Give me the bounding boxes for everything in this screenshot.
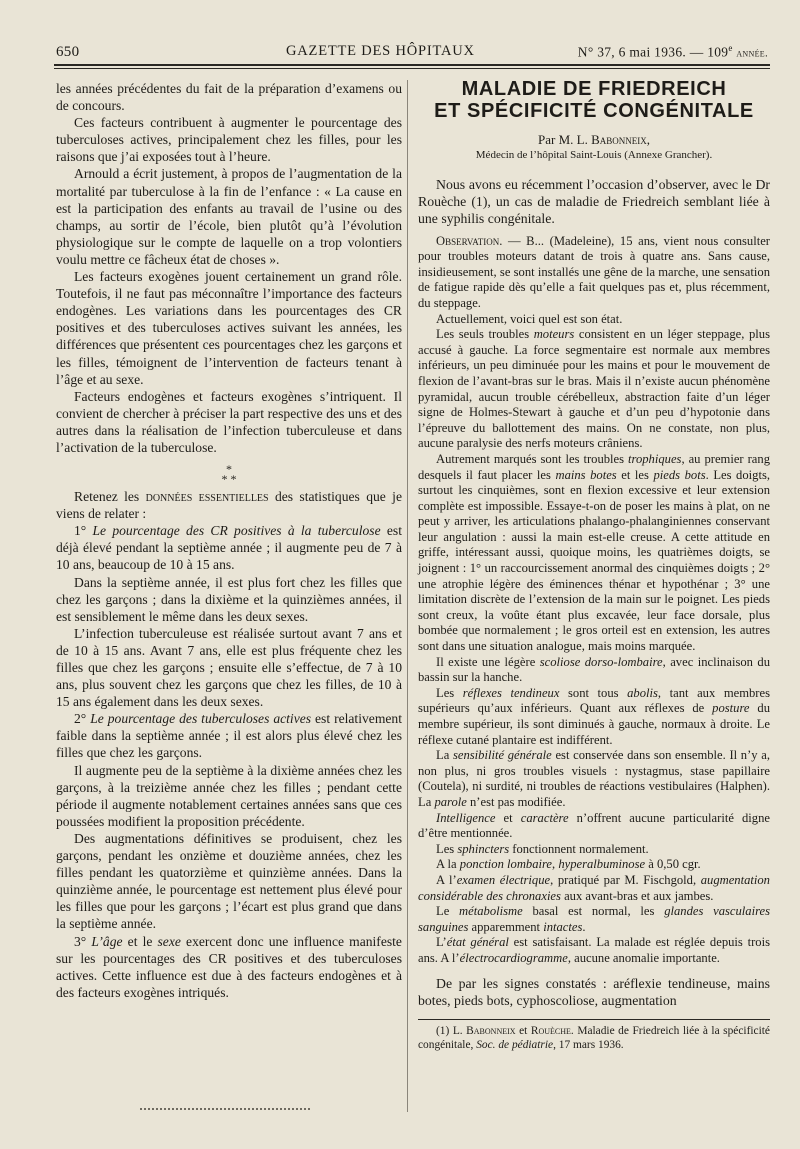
text: du membre supérieur, ils sont diminués à gauche, normaux à droite. Le réflexe cutané plantaire est indifférent. [418, 701, 770, 747]
text: , [552, 857, 559, 872]
text: aux avant-bras et aux jambes. [560, 888, 714, 903]
text-italic: moteurs [533, 327, 575, 342]
paragraph: L’infection tuberculeuse est réalisée surtout avant 7 ans et de 10 à 15 ans. Avant 7 ans, elle est plus fréquente chez les filles que chez les garçons ; ensuite elle s’effectue, de 7 à 10 ans, plus souvent chez les garçons que chez les filles, de 10 à 15 ans également dans les deux sexes. [56, 625, 402, 710]
text-italic: mains botes [555, 467, 617, 482]
author-name: Babonneix [591, 132, 647, 147]
text-italic: scoliose dorso-lombaire [539, 654, 663, 669]
text: , avec inclinaison du bassin sur la hanche. [418, 654, 770, 685]
text: . [582, 919, 586, 934]
text: A l’ [436, 872, 457, 887]
text-italic: augmentation considérable des chronaxies [418, 872, 770, 903]
text-italic: Intelligence [436, 810, 496, 825]
paragraph [418, 904, 770, 935]
paragraph [418, 873, 770, 904]
text-italic: pieds bots [653, 467, 706, 482]
text-italic: électrocardiogramme [459, 950, 568, 965]
observation-block [418, 234, 770, 967]
text-smallcaps: données essentielles [145, 489, 269, 505]
text-italic: sphincters [457, 841, 510, 856]
paragraph: De par les signes constatés : aréflexie tendineuse, mains botes, pieds bots, cyphoscoliose, augmentation [418, 975, 770, 1008]
paragraph [418, 842, 770, 858]
text: Les [436, 685, 463, 700]
text: est relativement faible dans la septième année ; il est alors plus élevé chez les filles que chez les garçons. [56, 711, 403, 761]
paragraph: Des augmentations définitives se produisent, chez les garçons, pendant les onzième et douzième années, chez les filles pendant les quatorzième et quinzième années. Dans la quinzième année, le pourcentage est nettement plus élevé pour les filles que pour les garçons ; l’écart est plus grand que dans la septième année. [56, 830, 402, 932]
text: Par M. L. [537, 132, 592, 147]
text: à 0,50 cgr. [645, 857, 701, 872]
section-separator: * * * [221, 462, 237, 487]
issue-main: N° 37, 6 mai 1936. — 109 [577, 44, 729, 60]
paragraph: Actuellement, voici quel est son état. [436, 311, 623, 326]
text: n’offrent aucune particularité digne d’être mentionnée. [418, 810, 770, 841]
page-number: 650 [56, 44, 80, 60]
text-italic: Soc. de pédiatrie [476, 1038, 554, 1051]
text: , pratiqué par M. Fischgold, [550, 872, 701, 887]
journal-title: GAZETTE DES HÔPITAUX [286, 43, 475, 59]
footnote-number: (1) [436, 1024, 453, 1037]
paragraph: Les facteurs exogènes jouent certainement un grand rôle. Toutefois, il ne faut pas méconnaître l’importance des facteurs endogènes. Les variations dans les pourcentages des CR positives et des tuberculoses actives suivant les années, les différences que présentent ces pourcentages chez les garçons et les filles, témoignent de l’intervention de facteurs tenant à l’âge et au sexe. [56, 269, 402, 387]
paragraph [418, 935, 770, 966]
text: apparemment [468, 919, 544, 934]
paragraph [418, 857, 770, 873]
text-italic: posture [712, 701, 750, 716]
text-italic: ponction lombaire [459, 857, 553, 872]
footnote [418, 1024, 770, 1052]
paragraph: Ces facteurs contribuent à augmenter le pourcentage des tuberculoses actives, principalement chez les filles, pour les raisons que j’ai exposées tout à l’heure. [56, 115, 402, 165]
text: est conservée dans son ensemble. Il n’y a, non plus, ni gros troubles visuels : nystagmus, stase papillaire (Coutela), ni surdité, ni troubles de réactions vestibulaires (Halphen). La [418, 748, 771, 809]
text-italic: métabolisme [459, 904, 523, 919]
text: et les [616, 467, 654, 482]
text: et [495, 810, 521, 825]
text-smallcaps: Observation. [436, 233, 503, 248]
text: sont tous [559, 685, 628, 700]
list-number: 3° [74, 933, 92, 949]
text: exercent donc une influence manifeste sur les pourcentages des CR positives et des tuberculoses actives. Cette influence est due à des facteurs endogènes et à des facteurs exogènes intriqués. [56, 933, 402, 1000]
text: , tant aux membres supérieurs qu’aux inférieurs. Quant aux réflexes de [418, 685, 770, 716]
title-line: ET SPÉCIFICITÉ CONGÉNITALE [434, 100, 754, 122]
text-smallcaps: Rouèche [530, 1024, 571, 1037]
bottom-ornament [140, 1108, 310, 1110]
text: — B... (Madeleine), 15 ans, vient nous consulter pour troubles moteurs datant de trois à quatre ans. Sans cause, insidieusement, se sont installés une gêne de la marche, une sensation de fatigue rapide dès qu’elle a fait quelques pas et, plus récemment, du steppage. [418, 233, 770, 310]
paragraph: Facteurs endogènes et facteurs exogènes s’intriquent. Il convient de chercher à préciser la part respective des uns et des autres dans la réalisation de l’infection tuberculeuse et dans l’activation de la tuberculose. [56, 388, 402, 455]
text: , au premier rang desquels il faut placer les [418, 451, 770, 482]
footnote-rule [418, 1019, 770, 1020]
text-italic: hyperalbuminose [558, 857, 646, 872]
text-italic: Le pourcentage des tuberculoses actives [90, 711, 312, 727]
paragraph [56, 488, 402, 522]
paragraph: Dans la septième année, il est plus fort chez les filles que chez les garçons ; dans la dixième et la quinzièmes années, il est sensiblement le même dans les deux sexes. [56, 574, 402, 624]
paragraph [418, 748, 770, 810]
right-column [418, 78, 770, 1052]
text: , 17 mars 1936. [553, 1038, 624, 1051]
text: consistent en un léger steppage, plus accusé à gauche. La force segmentaire est normale aux membres inférieurs, un peu diminuée pour les mains et pour le mouvement de flexion de l’avant-bras sur le bras. Mais il n’existe aucun phénomène pyramidal, aucun trouble cérébelleux, abstraction faite d’un léger signe de Holmes-Stewart à gauche et d’un peu d’hypotonie dans l’épreuve du ballottement des mains. On ne constate, non plus, aucune paralysie des nerfs moteurs crâniens. [418, 327, 770, 451]
text-italic: sexe [157, 933, 181, 949]
issue-sup: e [728, 43, 733, 53]
text-smallcaps: L. Babonneix [452, 1024, 516, 1037]
text-italic: état général [446, 935, 509, 950]
list-number: 2° [74, 711, 91, 727]
paragraph: les années précédentes du fait de la préparation d’examens ou de concours. [56, 81, 402, 114]
paragraph [418, 234, 770, 312]
text: . Les doigts, surtout les cinquièmes, sont en flexion excessive et leur extension complète est impossible. Essaye-t-on de poser les mains à plat, on ne peut y arriver, les articulations phalango-phalanginiennes conservant leur angulation : aussi la main est-elle creuse. A cette attitude en griffe, intéressant aussi, quoique moins, les quatrièmes doigts, se joignent : 1° un raccourcissement anormal des cinquièmes doigts ; 2° une atrophie légère des éminences thénar et hypothénar ; 3° une limitation discrète de l’extension de la main sur le poignet. Les pieds sont creux, la voûte étant plus excavée, leur face dorsale, plus bombée que normalement ; le gros orteil est en extension, les autres sont dans une situation analogue, mais moins marquée. [418, 467, 770, 654]
intro-paragraph: Nous avons eu récemment l’occasion d’observer, avec le Dr Rouèche (1), un cas de maladie de Friedreich semblant liée à une syphilis congénitale. [418, 177, 770, 227]
text: L’ [436, 935, 447, 950]
text-italic: réflexes tendineux [462, 685, 560, 700]
title-line: MALADIE DE FRIEDREICH [461, 78, 727, 100]
article-title [418, 78, 770, 122]
paragraph [418, 327, 770, 452]
text-italic: abolis [627, 685, 658, 700]
text: et le [122, 933, 158, 949]
text: A la [436, 857, 460, 872]
text: , [646, 132, 650, 147]
text: fonctionnent normalement. [509, 841, 649, 856]
text-italic: trophiques [628, 451, 682, 466]
text: Autrement marqués sont les troubles [436, 451, 629, 466]
text: est satisfaisant. La malade est réglée depuis trois ans. A l’ [418, 935, 770, 965]
text: Le [436, 904, 460, 919]
text-italic: intactes [543, 919, 583, 934]
spacer [418, 162, 770, 176]
issue-info [578, 43, 768, 61]
column-divider [407, 80, 408, 1112]
left-column [56, 80, 402, 1001]
spacer [418, 967, 770, 975]
text: Les [436, 841, 458, 856]
text: , aucune anomalie importante. [567, 950, 720, 965]
text-italic: Le pourcentage des CR positives à la tuberculose [92, 523, 381, 539]
paragraph [418, 452, 770, 655]
list-number: 1° [74, 523, 93, 539]
text: n’est pas modifiée. [466, 794, 566, 809]
text: La [436, 748, 453, 763]
paragraph [418, 811, 770, 842]
paragraph: Arnould a écrit justement, à propos de l’augmentation de la mortalité par tuberculose à la fin de l’enfance : « La cause en est la participation des enfants au travail de l’usine ou des champs, au sortir de l’école, bien plutôt qu’à l’évolution physiologique sur le compte de laquelle on a trop volontiers voulu mettre ce fâcheux état de choses ». [56, 166, 402, 267]
header-rule-thin [54, 68, 770, 69]
text-italic: parole [434, 794, 467, 809]
text: . Maladie de Friedreich liée à la spécificité congénitale, [418, 1024, 770, 1051]
text: Il existe une légère [436, 654, 540, 669]
paragraph [56, 710, 402, 761]
paragraph [56, 522, 402, 573]
paragraph [418, 655, 770, 686]
header-rule-thick [54, 64, 770, 66]
text-italic: L’âge [91, 933, 123, 949]
text: des statistiques que je viens de relater : [56, 489, 402, 522]
author-line [418, 132, 770, 148]
text: Retenez les [74, 489, 146, 505]
paragraph [418, 686, 770, 748]
text-italic: glandes vasculaires sanguines [418, 904, 771, 934]
text: est déjà élevé pendant la septième année ; il augmente peu de 7 à 10 ans, beaucoup de 10 à 15 ans. [56, 523, 402, 573]
author-affiliation: Médecin de l’hôpital Saint-Louis (Annexe Grancher). [475, 149, 713, 161]
text: et [515, 1024, 531, 1037]
paragraph [56, 933, 402, 1001]
paragraph: Il augmente peu de la septième à la dixième années chez les garçons, à la treizième année chez les filles ; pendant cette période il augmente notablement certaines années sans que ces poussées modifient la proposition précédente. [56, 762, 402, 829]
text: basal est normal, les [522, 904, 665, 919]
issue-year: année. [736, 47, 768, 60]
running-header [56, 40, 768, 62]
text: Les seuls troubles [436, 327, 534, 342]
text-italic: caractère [520, 810, 569, 825]
text-italic: examen électrique [456, 872, 551, 887]
text-italic: sensibilité générale [452, 748, 552, 763]
